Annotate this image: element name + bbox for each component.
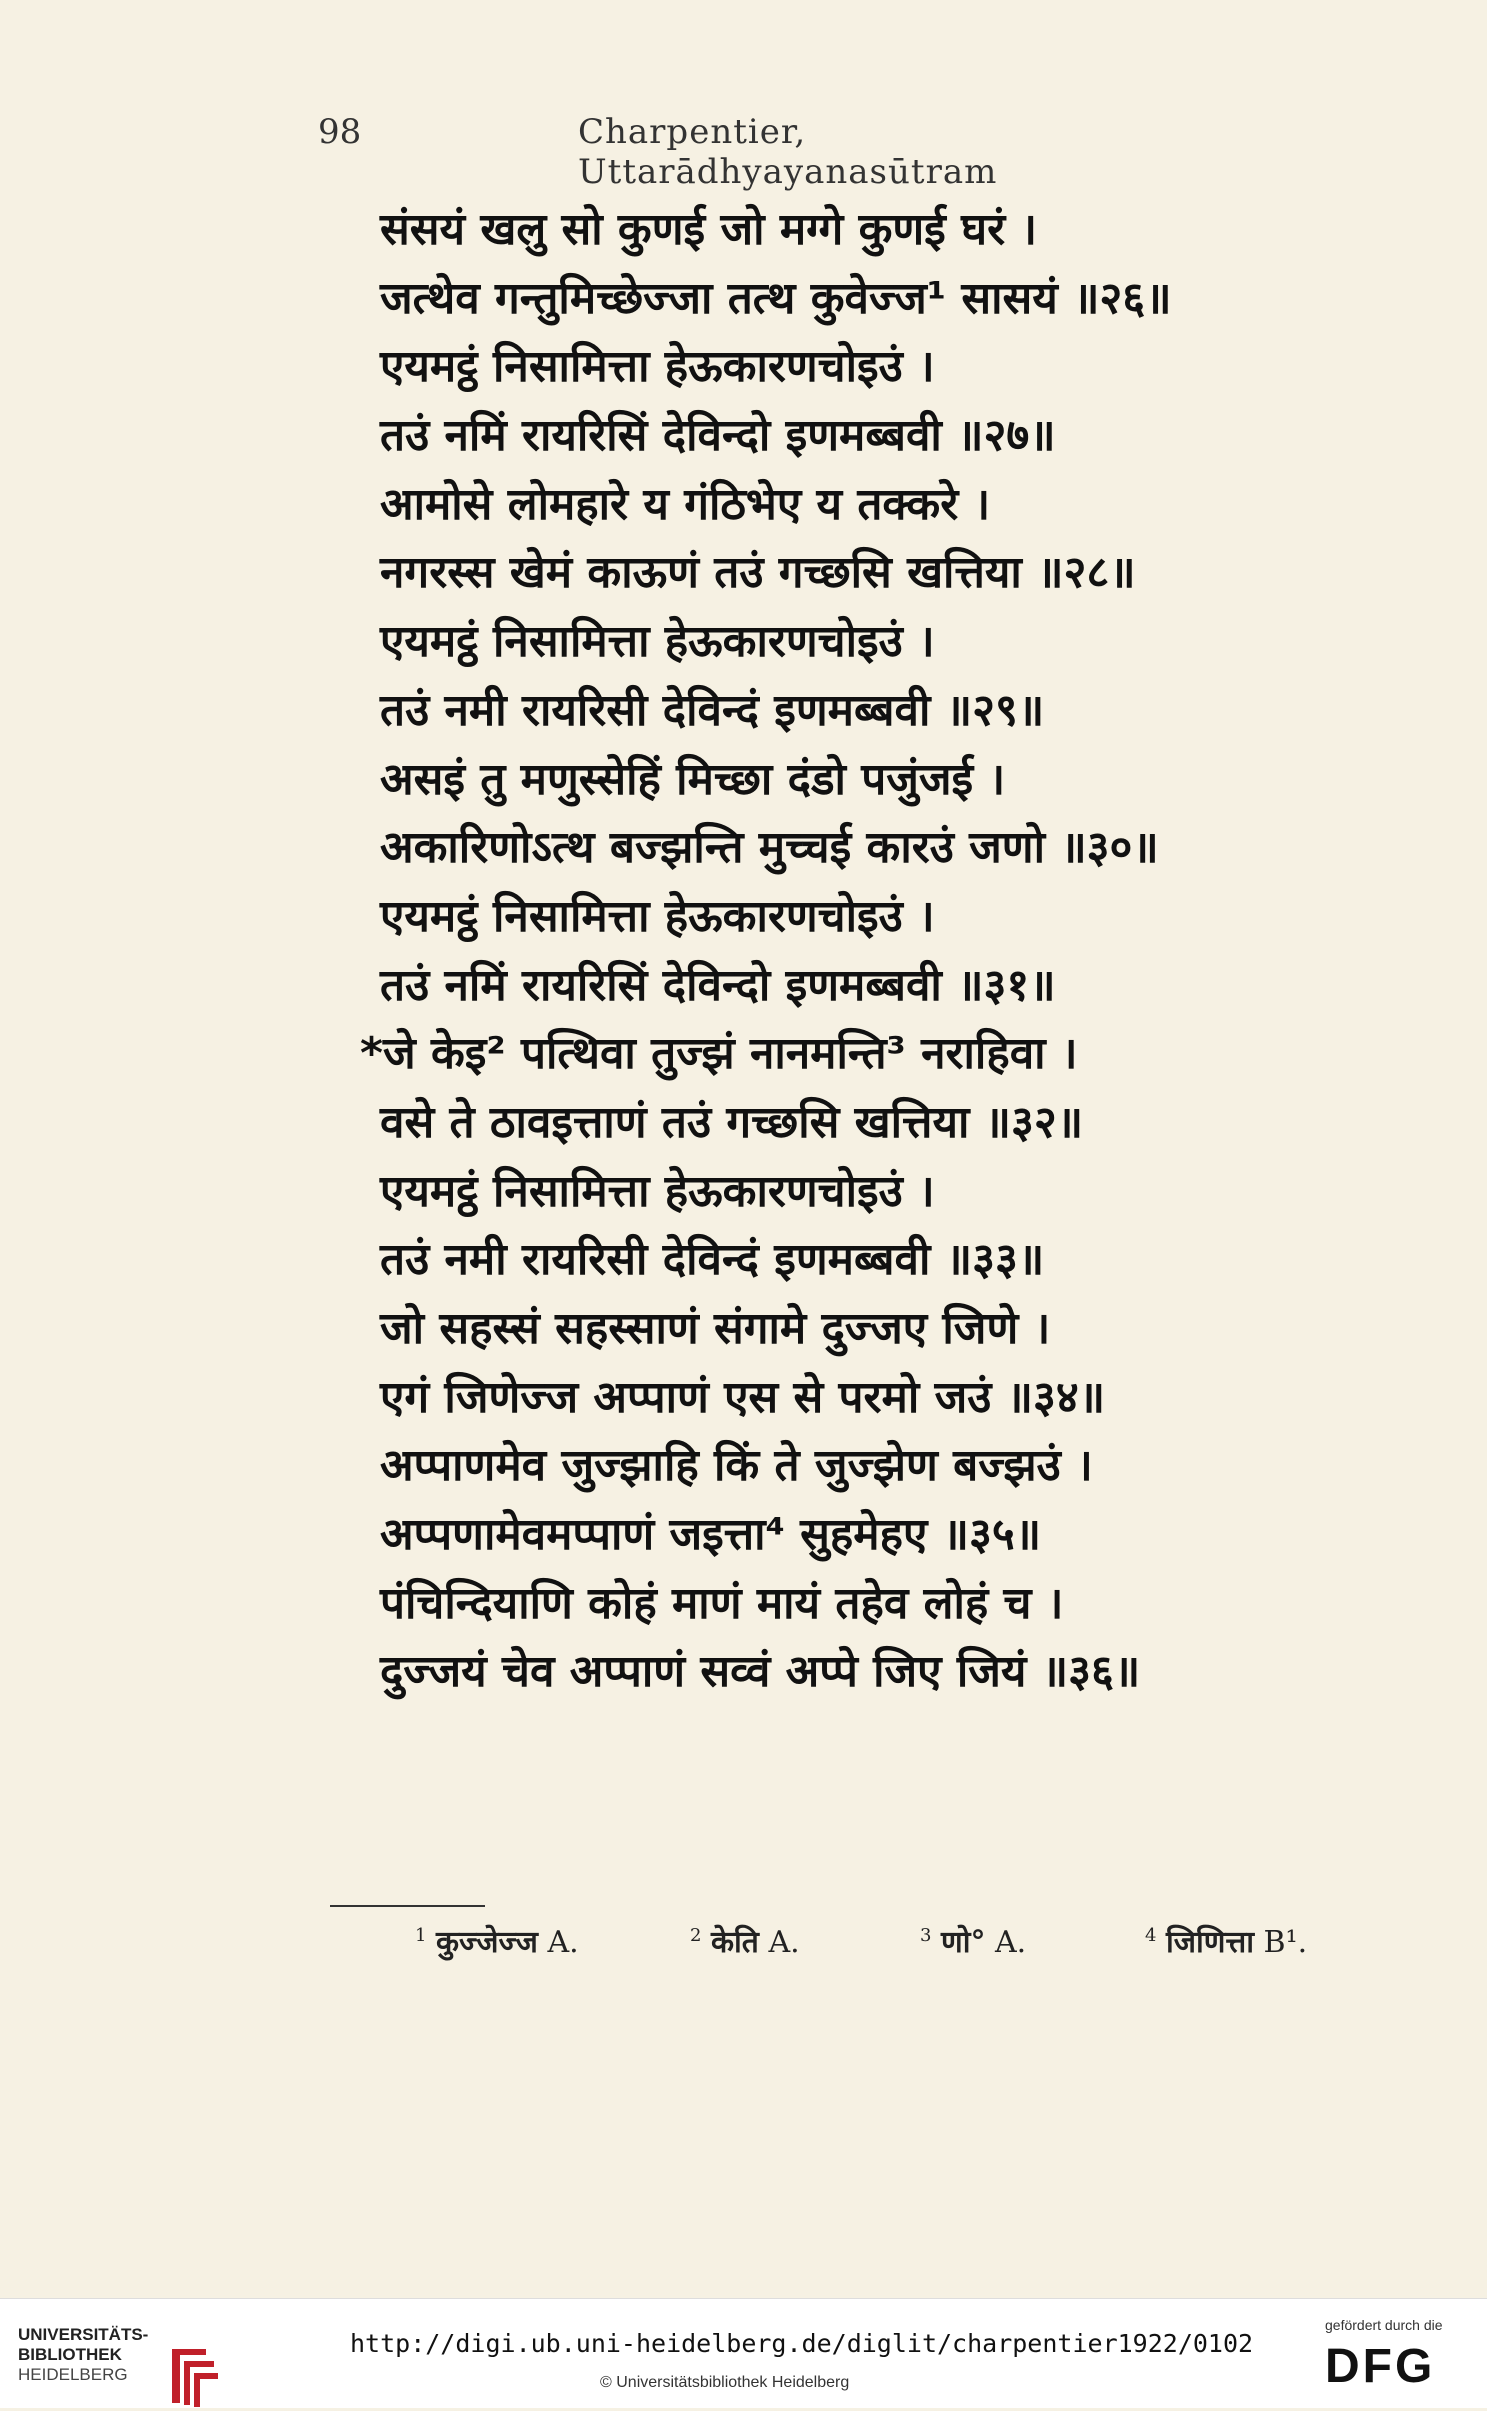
footnote: [1145, 1920, 1307, 1961]
library-mark-icon: [166, 2341, 222, 2411]
footnote-number: 4: [1145, 1925, 1157, 1946]
verse-line: संसयं खलु सो कुणई जो मग्गे कुणई घरं ।: [380, 204, 1038, 255]
verse-line: तउं नमिं रायरिसिं देविन्दो इणमब्बवी ॥२७॥: [380, 410, 1056, 462]
page-header: [318, 112, 1188, 192]
footnote-number: 3: [920, 1925, 932, 1946]
verse-line: एगं जिणेज्ज अप्पाणं एस से परमो जउं ॥३४॥: [380, 1371, 1106, 1423]
copyright-notice: © Universitätsbibliothek Heidelberg: [600, 2374, 850, 2391]
verse-line: तउं नमिं रायरिसिं देविन्दो इणमब्बवी ॥३१॥: [380, 959, 1056, 1011]
verse-line: अप्पाणमेव जुज्झाहि किं ते जुज्झेण बज्झउं ।: [380, 1440, 1093, 1492]
footnote-reading: णो°: [941, 1925, 986, 1960]
footnote: [920, 1920, 1026, 1961]
verse-line: पंचिन्दियाणि कोहं माणं मायं तहेव लोहं च ।: [380, 1577, 1064, 1629]
footnote-reading: कुज्जेज्ज: [436, 1925, 538, 1960]
verse-line: तउं नमी रायरिसी देविन्दं इणमब्बवी ॥२९॥: [380, 684, 1045, 736]
verse-line: *जे केइ² पत्थिवा तुज्झं नानमन्ति³ नराहिवा ।: [360, 1028, 1078, 1080]
footnote-sigla: A.: [768, 1925, 800, 1960]
footnote-sigla: A.: [547, 1925, 579, 1960]
library-logo[interactable]: [18, 2325, 218, 2395]
footnote: [690, 1920, 800, 1961]
verse-line: एयमट्ठं निसामित्ता हेऊकारणचोइउं ।: [380, 1165, 935, 1217]
verse-line: जो सहस्सं सहस्साणं संगामे दुज्जए जिणे ।: [380, 1303, 1051, 1354]
verse-line: दुज्जयं चेव अप्पाणं सव्वं अप्पे जिए जियं ॥३६॥: [380, 1646, 1141, 1698]
funder-label: gefördert durch die: [1325, 2317, 1443, 2333]
verse-line: तउं नमी रायरिसी देविन्दं इणमब्बवी ॥३३॥: [380, 1234, 1045, 1286]
verse-text-block: [360, 196, 1340, 1707]
page-number: 98: [318, 112, 362, 152]
verse-line: असइं तु मणुस्सेहिं मिच्छा दंडो पजुंजई ।: [380, 753, 1006, 805]
dfg-logo[interactable]: DFG: [1325, 2340, 1436, 2393]
footnote-divider: [330, 1905, 485, 1907]
running-title: Charpentier, Uttarādhyayanasūtram: [578, 112, 998, 192]
verse-line: अप्पणामेवमप्पाणं जइत्ता⁴ सुहमेहए ॥३५॥: [380, 1509, 1042, 1561]
verse-line: एयमट्ठं निसामित्ता हेऊकारणचोइउं ।: [380, 890, 935, 942]
footnote-number: 1: [415, 1925, 427, 1946]
verse-line: जत्थेव गन्तुमिच्छेज्जा तत्थ कुवेज्ज¹ सासयं ॥२६॥: [380, 272, 1172, 324]
verse-line: एयमट्ठं निसामित्ता हेऊकारणचोइउं ।: [380, 341, 935, 393]
verse-line: वसे ते ठावइत्ताणं तउं गच्छसि खत्तिया ॥३२॥: [380, 1096, 1084, 1148]
library-name-line: BIBLIOTHEK: [18, 2345, 122, 2364]
library-name-line: HEIDELBERG: [18, 2365, 128, 2384]
verse-line: नगरस्स खेमं काऊणं तउं गच्छसि खत्तिया ॥२८॥: [380, 547, 1136, 599]
verse-line: अकारिणोऽत्थ बज्झन्ति मुच्चई कारउं जणो ॥३०॥: [380, 822, 1159, 874]
footnote-sigla: A.: [995, 1925, 1027, 1960]
footnote-number: 2: [690, 1925, 702, 1946]
verse-line: एयमट्ठं निसामित्ता हेऊकारणचोइउं ।: [380, 616, 935, 668]
viewer-footer: [0, 2298, 1487, 2408]
library-name-line: UNIVERSITÄTS-: [18, 2325, 149, 2344]
footnote: [415, 1920, 579, 1961]
footnote-reading: केति: [711, 1925, 759, 1960]
footnotes: [415, 1920, 1375, 1976]
permalink-url[interactable]: http://digi.ub.uni-heidelberg.de/diglit/charpentier1922/0102: [350, 2329, 1254, 2358]
footnote-sigla: B¹.: [1263, 1925, 1308, 1960]
verse-line: आमोसे लोमहारे य गंठिभेए य तक्करे ।: [380, 478, 991, 530]
footnote-reading: जिणित्ता: [1166, 1925, 1254, 1960]
